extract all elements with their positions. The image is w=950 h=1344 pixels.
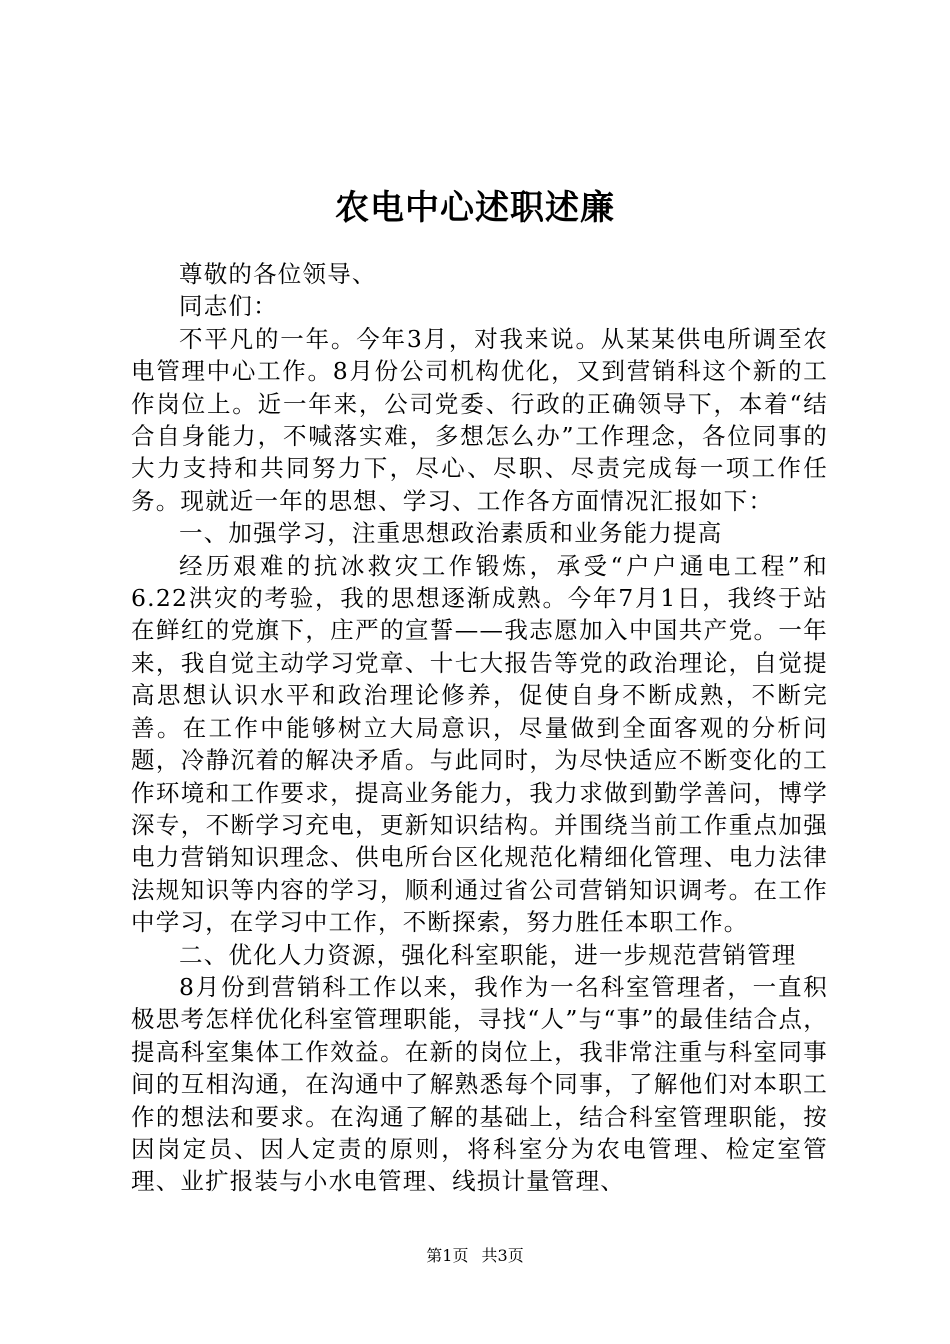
section-heading-1: 一、加强学习，注重思想政治素质和业务能力提高 bbox=[179, 519, 723, 548]
salutation-line-2: 同志们： bbox=[179, 292, 278, 321]
salutation-line-1: 尊敬的各位领导、 bbox=[179, 260, 377, 288]
page-footer bbox=[0, 1244, 950, 1268]
section-heading-2: 二、优化人力资源，强化科室职能，进一步规范营销管理 bbox=[179, 940, 797, 969]
page-total: 共3页 bbox=[481, 1246, 524, 1265]
section-2-paragraph: 8月份到营销科工作以来，我作为一名科室管理者，一直积极思考怎样优化科室管理职能，寻找“人”与“事”的最佳结合点，提高科室集体工作效益。在新的岗位上，我非常注重与科室同事间的互相沟通，在沟通中了解熟悉每个同事，了解他们对本职工作的想法和要求。在沟通了解的基础上，结合科室管理职能，按因岗定员、因人定责的原则，将科室分为农电管理、检定室管理、业扩报装与小水电管理、线损计量管理、 bbox=[131, 972, 828, 1196]
document-body bbox=[131, 258, 828, 1198]
intro-paragraph: 不平凡的一年。今年3月，对我来说。从某某供电所调至农电管理中心工作。8月份公司机构优化，又到营销科这个新的工作岗位上。近一年来，公司党委、行政的正确领导下，本着“结合自身能力，不喊落实难，多想怎么办”工作理念，各位同事的大力支持和共同努力下，尽心、尽职、尽责完成每一项工作任务。现就近一年的思想、学习、工作各方面情况汇报如下： bbox=[131, 324, 828, 515]
document-title: 农电中心述职述廉 bbox=[335, 188, 615, 228]
page-number: 第1页 bbox=[426, 1246, 469, 1265]
section-1-paragraph: 经历艰难的抗冰救灾工作锻炼，承受“户户通电工程”和6.22洪灾的考验，我的思想逐渐成熟。今年7月1日，我终于站在鲜红的党旗下，庄严的宣誓——我志愿加入中国共产党。一年来，我自觉主动学习党章、十七大报告等党的政治理论，自觉提高思想认识水平和政治理论修养，促使自身不断成熟，不断完善。在工作中能够树立大局意识，尽量做到全面客观的分析问题，冷静沉着的解决矛盾。与此同时，为尽快适应不断变化的工作环境和工作要求，提高业务能力，我力求做到勤学善问，博学深专，不断学习充电，更新知识结构。并围绕当前工作重点加强电力营销知识理念、供电所台区化规范化精细化管理、电力法律法规知识等内容的学习，顺利通过省公司营销知识调考。在工作中学习，在学习中工作，不断探索，努力胜任本职工作。 bbox=[131, 551, 828, 937]
